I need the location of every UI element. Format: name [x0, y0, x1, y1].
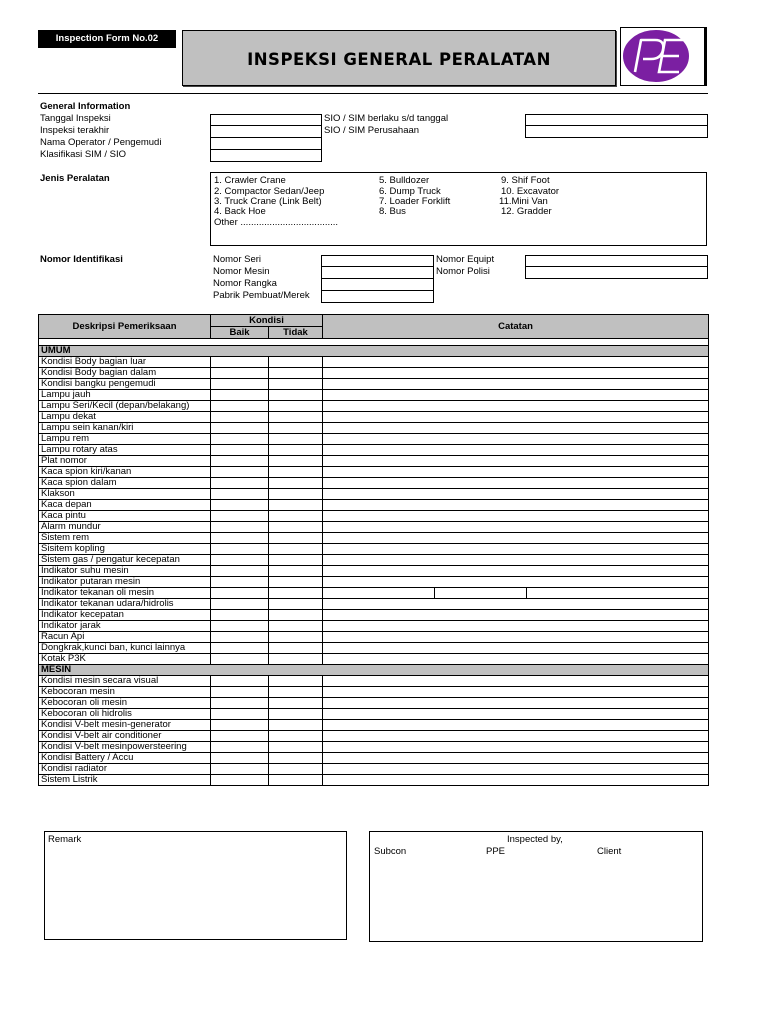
item-description: Sisitem kopling [39, 544, 211, 555]
baik-cell[interactable] [211, 555, 269, 566]
baik-cell[interactable] [211, 676, 269, 687]
baik-cell[interactable] [211, 731, 269, 742]
table-row [39, 753, 709, 764]
form-number-label: Inspection Form No.02 [38, 30, 176, 48]
item-description: Kondisi radiator [39, 764, 211, 775]
page-title: INSPEKSI GENERAL PERALATAN [247, 50, 551, 69]
catatan-cell[interactable] [323, 698, 709, 709]
item-description: Kaca pintu [39, 511, 211, 522]
tidak-cell[interactable] [269, 775, 323, 786]
table-row [39, 555, 709, 566]
section-row [39, 665, 709, 676]
catatan-cell[interactable] [323, 753, 709, 764]
tidak-cell[interactable] [269, 753, 323, 764]
table-row [39, 445, 709, 456]
inspection-table [38, 314, 709, 786]
baik-cell[interactable] [211, 720, 269, 731]
item-description: Lampu rotary atas [39, 445, 211, 456]
jenis-item[interactable]: 2. Compactor Sedan/Jeep [214, 186, 325, 197]
catatan-cell[interactable] [323, 764, 709, 775]
item-description: Kaca spion dalam [39, 478, 211, 489]
table-row [39, 401, 709, 412]
section-row [39, 346, 709, 357]
title-bar [182, 30, 616, 86]
tidak-cell[interactable] [269, 610, 323, 621]
header-divider [38, 93, 708, 94]
table-row [39, 588, 709, 599]
section-label: UMUM [39, 346, 709, 357]
catatan-cell[interactable] [323, 687, 709, 698]
jenis-item[interactable]: 1. Crawler Crane [214, 175, 286, 186]
item-description: Kondisi V-belt mesin-generator [39, 720, 211, 731]
catatan-cell[interactable] [323, 742, 709, 753]
item-description: Indikator tekanan udara/hidrolis [39, 599, 211, 610]
baik-cell[interactable] [211, 478, 269, 489]
catatan-cell[interactable] [323, 643, 709, 654]
logo-text: PE [621, 28, 623, 29]
baik-cell[interactable] [211, 599, 269, 610]
table-row [39, 599, 709, 610]
item-description: Lampu rem [39, 434, 211, 445]
baik-cell[interactable] [211, 687, 269, 698]
tidak-cell[interactable] [269, 423, 323, 434]
catatan-cell[interactable] [323, 401, 709, 412]
tidak-cell[interactable] [269, 379, 323, 390]
header-baik: Baik [211, 327, 269, 339]
item-description: Kebocoran oli mesin [39, 698, 211, 709]
baik-cell[interactable] [211, 533, 269, 544]
catatan-cell[interactable] [323, 511, 709, 522]
table-row [39, 368, 709, 379]
item-description: Lampu sein kanan/kiri [39, 423, 211, 434]
tidak-cell[interactable] [269, 731, 323, 742]
header-deskripsi: Deskripsi Pemeriksaan [39, 315, 211, 339]
baik-cell[interactable] [211, 522, 269, 533]
table-row [39, 764, 709, 775]
tidak-cell[interactable] [269, 412, 323, 423]
baik-cell[interactable] [211, 390, 269, 401]
inspected-by-label: Inspected by, [507, 834, 563, 845]
item-description: Kebocoran mesin [39, 687, 211, 698]
pabrik-pembuat-field[interactable] [321, 290, 434, 303]
catatan-cell[interactable] [323, 500, 709, 511]
catatan-cell[interactable] [323, 478, 709, 489]
sio-perusahaan-label: SIO / SIM Perusahaan [324, 125, 420, 136]
item-description: Kondisi bangku pengemudi [39, 379, 211, 390]
klasifikasi-sim-field[interactable] [210, 149, 322, 162]
subcon-signature-label[interactable]: Subcon [374, 846, 407, 857]
jenis-item[interactable]: 3. Truck Crane (Link Belt) [214, 196, 322, 207]
item-description: Sistem gas / pengatur kecepatan [39, 555, 211, 566]
jenis-item[interactable]: 9. Shif Foot [501, 175, 550, 186]
tidak-cell[interactable] [269, 456, 323, 467]
catatan-cell[interactable] [323, 456, 709, 467]
jenis-item[interactable]: 5. Bulldozer [379, 175, 430, 186]
tidak-cell[interactable] [269, 687, 323, 698]
baik-cell[interactable] [211, 489, 269, 500]
baik-cell[interactable] [211, 610, 269, 621]
table-row [39, 412, 709, 423]
table-row [39, 709, 709, 720]
item-description: Kondisi mesin secara visual [39, 676, 211, 687]
client-signature-label[interactable]: Client [597, 846, 622, 857]
tidak-cell[interactable] [269, 764, 323, 775]
table-row [39, 522, 709, 533]
table-row [39, 467, 709, 478]
catatan-cell[interactable] [323, 357, 709, 368]
item-description: Indikator kecepatan [39, 610, 211, 621]
nomor-mesin-label: Nomor Mesin [213, 266, 270, 277]
item-description: Kaca depan [39, 500, 211, 511]
tidak-cell[interactable] [269, 577, 323, 588]
catatan-cell[interactable] [323, 445, 709, 456]
tidak-cell[interactable] [269, 357, 323, 368]
tidak-cell[interactable] [269, 709, 323, 720]
nomor-polisi-field[interactable] [525, 266, 708, 279]
table-row [39, 731, 709, 742]
tidak-cell[interactable] [269, 522, 323, 533]
baik-cell[interactable] [211, 544, 269, 555]
item-description: Indikator jarak [39, 621, 211, 632]
tidak-cell[interactable] [269, 445, 323, 456]
baik-cell[interactable] [211, 456, 269, 467]
item-description: Kebocoran oli hidrolis [39, 709, 211, 720]
pabrik-pembuat-label: Pabrik Pembuat/Merek [213, 290, 310, 301]
table-row [39, 500, 709, 511]
baik-cell[interactable] [211, 654, 269, 665]
item-description: Kondisi V-belt air conditioner [39, 731, 211, 742]
tidak-cell[interactable] [269, 478, 323, 489]
table-row [39, 698, 709, 709]
table-row [39, 632, 709, 643]
tidak-cell[interactable] [269, 720, 323, 731]
catatan-cell[interactable] [323, 368, 709, 379]
tidak-cell[interactable] [269, 390, 323, 401]
baik-cell[interactable] [211, 511, 269, 522]
table-row [39, 687, 709, 698]
baik-cell[interactable] [211, 500, 269, 511]
catatan-cell[interactable] [323, 412, 709, 423]
item-description: Alarm mundur [39, 522, 211, 533]
nomor-identifikasi-heading: Nomor Identifikasi [40, 254, 123, 265]
jenis-peralatan-box [210, 172, 707, 246]
catatan-cell[interactable] [323, 775, 709, 786]
item-description: Indikator tekanan oli mesin [39, 588, 211, 599]
general-info-heading: General Information [40, 101, 131, 112]
catatan-cell[interactable] [323, 654, 709, 665]
item-description: Klakson [39, 489, 211, 500]
catatan-cell[interactable] [323, 566, 709, 577]
nomor-seri-label: Nomor Seri [213, 254, 262, 265]
item-description: Sistem rem [39, 533, 211, 544]
jenis-item[interactable]: 12. Gradder [501, 206, 552, 217]
item-description: Dongkrak,kunci ban, kunci lainnya [39, 643, 211, 654]
table-row [39, 379, 709, 390]
table-row [39, 357, 709, 368]
table-row [39, 478, 709, 489]
header-catatan: Catatan [323, 315, 709, 339]
table-row [39, 434, 709, 445]
jenis-item[interactable]: 8. Bus [379, 206, 406, 217]
catatan-cell-c[interactable] [527, 588, 709, 599]
table-row [39, 676, 709, 687]
table-row [39, 621, 709, 632]
tidak-cell[interactable] [269, 654, 323, 665]
catatan-cell[interactable] [323, 720, 709, 731]
remark-box[interactable] [44, 831, 347, 940]
tidak-cell[interactable] [269, 566, 323, 577]
catatan-cell[interactable] [323, 489, 709, 500]
header-tidak: Tidak [269, 327, 323, 339]
baik-cell[interactable] [211, 709, 269, 720]
klasifikasi-sim-label: Klasifikasi SIM / SIO [40, 149, 127, 160]
table-row [39, 423, 709, 434]
catatan-cell[interactable] [323, 709, 709, 720]
table-row [39, 544, 709, 555]
tidak-cell[interactable] [269, 544, 323, 555]
baik-cell[interactable] [211, 775, 269, 786]
catatan-cell-b[interactable] [435, 588, 527, 599]
tidak-cell[interactable] [269, 588, 323, 599]
section-label: MESIN [39, 665, 709, 676]
catatan-cell[interactable] [323, 379, 709, 390]
tidak-cell[interactable] [269, 555, 323, 566]
tidak-cell[interactable] [269, 676, 323, 687]
baik-cell[interactable] [211, 588, 269, 599]
table-row [39, 489, 709, 500]
table-row [39, 775, 709, 786]
baik-cell[interactable] [211, 753, 269, 764]
tidak-cell[interactable] [269, 533, 323, 544]
tidak-cell[interactable] [269, 368, 323, 379]
tidak-cell[interactable] [269, 434, 323, 445]
catatan-cell[interactable] [323, 434, 709, 445]
table-row [39, 511, 709, 522]
remark-label: Remark [48, 834, 82, 845]
tidak-cell[interactable] [269, 621, 323, 632]
item-description: Lampu dekat [39, 412, 211, 423]
inspected-by-box [369, 831, 703, 942]
tidak-cell[interactable] [269, 401, 323, 412]
baik-cell[interactable] [211, 764, 269, 775]
table-row [39, 533, 709, 544]
item-description: Sistem Listrik [39, 775, 211, 786]
baik-cell[interactable] [211, 698, 269, 709]
catatan-cell-a[interactable] [323, 588, 435, 599]
catatan-cell[interactable] [323, 522, 709, 533]
catatan-cell[interactable] [323, 731, 709, 742]
item-description: Plat nomor [39, 456, 211, 467]
spacer-row [39, 339, 709, 346]
nomor-equipt-label: Nomor Equipt [436, 254, 495, 265]
sio-perusahaan-field[interactable] [525, 125, 708, 138]
table-row [39, 720, 709, 731]
tanggal-inspeksi-label: Tanggal Inspeksi [40, 113, 111, 124]
baik-cell[interactable] [211, 632, 269, 643]
catatan-cell[interactable] [323, 610, 709, 621]
jenis-item[interactable]: 11.Mini Van [499, 196, 548, 207]
item-description: Indikator putaran mesin [39, 577, 211, 588]
tidak-cell[interactable] [269, 643, 323, 654]
table-row [39, 577, 709, 588]
pe-logo-icon [621, 28, 705, 85]
catatan-cell[interactable] [323, 632, 709, 643]
catatan-cell[interactable] [323, 599, 709, 610]
baik-cell[interactable] [211, 401, 269, 412]
baik-cell[interactable] [211, 434, 269, 445]
jenis-item[interactable]: 6. Dump Truck [379, 186, 441, 197]
item-description: Kondisi Body bagian luar [39, 357, 211, 368]
item-description: Kondisi V-belt mesinpowersteering [39, 742, 211, 753]
jenis-item[interactable]: 7. Loader Forklift [379, 196, 451, 207]
baik-cell[interactable] [211, 566, 269, 577]
baik-cell[interactable] [211, 643, 269, 654]
table-row [39, 456, 709, 467]
jenis-peralatan-heading: Jenis Peralatan [40, 173, 110, 184]
jenis-item[interactable]: 10. Excavator [501, 186, 560, 197]
tidak-cell[interactable] [269, 467, 323, 478]
table-row [39, 654, 709, 665]
tidak-cell[interactable] [269, 489, 323, 500]
baik-cell[interactable] [211, 379, 269, 390]
item-description: Lampu Seri/Kecil (depan/belakang) [39, 401, 211, 412]
catatan-cell[interactable] [323, 467, 709, 478]
catatan-cell[interactable] [323, 544, 709, 555]
catatan-cell[interactable] [323, 533, 709, 544]
item-description: Kotak P3K [39, 654, 211, 665]
nomor-polisi-label: Nomor Polisi [436, 266, 490, 277]
table-row [39, 566, 709, 577]
baik-cell[interactable] [211, 357, 269, 368]
item-description: Lampu jauh [39, 390, 211, 401]
baik-cell[interactable] [211, 577, 269, 588]
catatan-cell[interactable] [323, 423, 709, 434]
ppe-signature-label[interactable]: PPE [486, 846, 506, 857]
company-logo [620, 27, 707, 86]
baik-cell[interactable] [211, 467, 269, 478]
item-description: Kondisi Battery / Accu [39, 753, 211, 764]
catatan-cell[interactable] [323, 390, 709, 401]
tidak-cell[interactable] [269, 742, 323, 753]
item-description: Kondisi Body bagian dalam [39, 368, 211, 379]
table-row [39, 610, 709, 621]
item-description: Racun Api [39, 632, 211, 643]
tidak-cell[interactable] [269, 511, 323, 522]
tidak-cell[interactable] [269, 599, 323, 610]
catatan-cell[interactable] [323, 577, 709, 588]
baik-cell[interactable] [211, 445, 269, 456]
baik-cell[interactable] [211, 423, 269, 434]
table-row [39, 742, 709, 753]
jenis-item[interactable]: 4. Back Hoe [214, 206, 266, 217]
tidak-cell[interactable] [269, 500, 323, 511]
nomor-rangka-label: Nomor Rangka [213, 278, 277, 289]
inspeksi-terakhir-label: Inspeksi terakhir [40, 125, 110, 136]
table-row [39, 643, 709, 654]
item-description: Indikator suhu mesin [39, 566, 211, 577]
item-description: Kaca spion kiri/kanan [39, 467, 211, 478]
baik-cell[interactable] [211, 621, 269, 632]
catatan-cell[interactable] [323, 555, 709, 566]
baik-cell[interactable] [211, 742, 269, 753]
baik-cell[interactable] [211, 412, 269, 423]
catatan-cell[interactable] [323, 621, 709, 632]
table-row [39, 390, 709, 401]
tidak-cell[interactable] [269, 632, 323, 643]
sio-berlaku-label: SIO / SIM berlaku s/d tanggal [324, 113, 449, 124]
catatan-cell[interactable] [323, 676, 709, 687]
tidak-cell[interactable] [269, 698, 323, 709]
jenis-other[interactable]: Other ..................................... [214, 217, 339, 228]
baik-cell[interactable] [211, 368, 269, 379]
nama-operator-label: Nama Operator / Pengemudi [40, 137, 162, 148]
header-kondisi: Kondisi [211, 315, 323, 327]
